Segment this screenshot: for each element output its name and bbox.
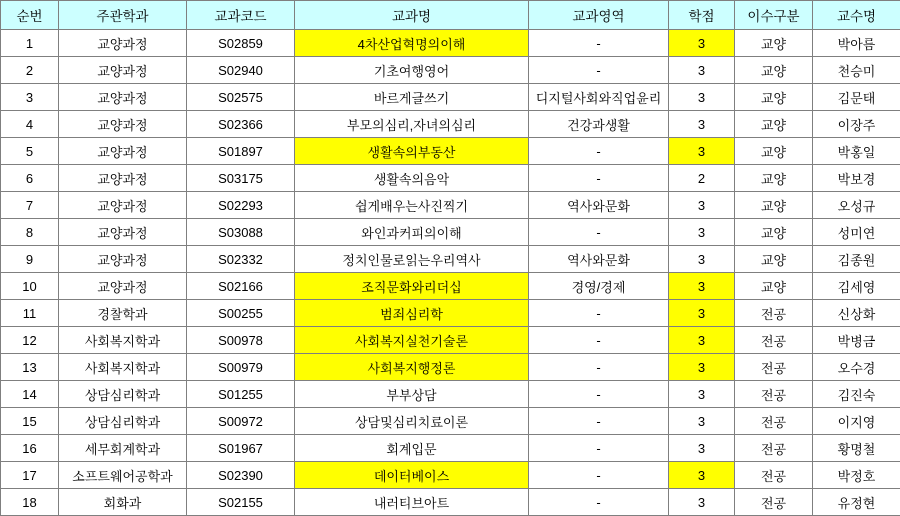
cell-credit: 2 (669, 165, 735, 192)
cell-dept: 회화과 (59, 489, 187, 516)
cell-prof: 김세영 (813, 273, 900, 300)
cell-prof: 이지영 (813, 408, 900, 435)
cell-no: 18 (1, 489, 59, 516)
cell-dept: 교양과정 (59, 30, 187, 57)
cell-dept: 교양과정 (59, 273, 187, 300)
table-row (1, 327, 900, 354)
cell-credit: 3 (669, 138, 735, 165)
cell-area: - (529, 165, 669, 192)
cell-no: 9 (1, 246, 59, 273)
cell-type: 교양 (735, 273, 813, 300)
cell-credit: 3 (669, 300, 735, 327)
cell-name: 조직문화와리더십 (295, 273, 529, 300)
table-row (1, 165, 900, 192)
cell-prof: 천승미 (813, 57, 900, 84)
cell-no: 13 (1, 354, 59, 381)
cell-type: 교양 (735, 165, 813, 192)
table-row (1, 84, 900, 111)
cell-type: 교양 (735, 84, 813, 111)
cell-area: - (529, 354, 669, 381)
cell-credit: 3 (669, 489, 735, 516)
cell-type: 전공 (735, 435, 813, 462)
cell-code: S02390 (187, 462, 295, 489)
cell-name: 쉽게배우는사진찍기 (295, 192, 529, 219)
cell-area: - (529, 300, 669, 327)
cell-type: 교양 (735, 192, 813, 219)
cell-area: 건강과생활 (529, 111, 669, 138)
cell-no: 6 (1, 165, 59, 192)
cell-code: S00255 (187, 300, 295, 327)
cell-area: 역사와문화 (529, 246, 669, 273)
cell-name: 사회복지행정론 (295, 354, 529, 381)
cell-dept: 상담심리학과 (59, 408, 187, 435)
cell-name: 사회복지실천기술론 (295, 327, 529, 354)
cell-code: S02575 (187, 84, 295, 111)
cell-no: 16 (1, 435, 59, 462)
cell-credit: 3 (669, 408, 735, 435)
cell-name: 바르게글쓰기 (295, 84, 529, 111)
cell-no: 10 (1, 273, 59, 300)
cell-type: 교양 (735, 111, 813, 138)
table-row (1, 381, 900, 408)
cell-prof: 이장주 (813, 111, 900, 138)
cell-name: 생활속의부동산 (295, 138, 529, 165)
cell-name: 부모의심리,자녀의심리 (295, 111, 529, 138)
cell-dept: 소프트웨어공학과 (59, 462, 187, 489)
cell-area: - (529, 381, 669, 408)
cell-no: 14 (1, 381, 59, 408)
table-row (1, 138, 900, 165)
table-row (1, 300, 900, 327)
table-body (1, 30, 900, 516)
cell-no: 15 (1, 408, 59, 435)
cell-name: 내러티브아트 (295, 489, 529, 516)
table-row (1, 273, 900, 300)
column-header-no: 순번 (1, 1, 59, 30)
table-row (1, 57, 900, 84)
cell-type: 전공 (735, 300, 813, 327)
cell-dept: 교양과정 (59, 57, 187, 84)
cell-type: 교양 (735, 30, 813, 57)
cell-code: S00972 (187, 408, 295, 435)
table-header-row (1, 1, 900, 30)
table-row (1, 408, 900, 435)
cell-type: 교양 (735, 246, 813, 273)
cell-name: 4차산업혁명의이해 (295, 30, 529, 57)
cell-prof: 황명철 (813, 435, 900, 462)
cell-dept: 사회복지학과 (59, 354, 187, 381)
column-header-dept: 주관학과 (59, 1, 187, 30)
cell-name: 데이터베이스 (295, 462, 529, 489)
cell-type: 전공 (735, 408, 813, 435)
cell-type: 교양 (735, 57, 813, 84)
cell-name: 기초여행영어 (295, 57, 529, 84)
cell-code: S00979 (187, 354, 295, 381)
cell-type: 교양 (735, 219, 813, 246)
cell-prof: 유정현 (813, 489, 900, 516)
cell-dept: 세무회계학과 (59, 435, 187, 462)
cell-credit: 3 (669, 273, 735, 300)
cell-no: 3 (1, 84, 59, 111)
column-header-credit: 학점 (669, 1, 735, 30)
cell-credit: 3 (669, 192, 735, 219)
cell-type: 전공 (735, 381, 813, 408)
cell-credit: 3 (669, 111, 735, 138)
cell-prof: 오성규 (813, 192, 900, 219)
cell-prof: 성미연 (813, 219, 900, 246)
cell-area: - (529, 30, 669, 57)
cell-area: - (529, 327, 669, 354)
cell-dept: 교양과정 (59, 138, 187, 165)
cell-area: - (529, 408, 669, 435)
cell-area: - (529, 489, 669, 516)
column-header-type: 이수구분 (735, 1, 813, 30)
column-header-prof: 교수명 (813, 1, 900, 30)
cell-area: - (529, 138, 669, 165)
cell-no: 5 (1, 138, 59, 165)
cell-credit: 3 (669, 84, 735, 111)
cell-credit: 3 (669, 246, 735, 273)
cell-dept: 교양과정 (59, 246, 187, 273)
cell-type: 전공 (735, 354, 813, 381)
cell-no: 2 (1, 57, 59, 84)
cell-type: 교양 (735, 138, 813, 165)
cell-dept: 사회복지학과 (59, 327, 187, 354)
cell-code: S03175 (187, 165, 295, 192)
cell-prof: 박병금 (813, 327, 900, 354)
cell-area: 경영/경제 (529, 273, 669, 300)
cell-credit: 3 (669, 30, 735, 57)
cell-dept: 교양과정 (59, 192, 187, 219)
table-row (1, 30, 900, 57)
cell-no: 7 (1, 192, 59, 219)
table-row (1, 435, 900, 462)
column-header-code: 교과코드 (187, 1, 295, 30)
cell-code: S02332 (187, 246, 295, 273)
cell-name: 생활속의음악 (295, 165, 529, 192)
cell-code: S02155 (187, 489, 295, 516)
cell-prof: 김문태 (813, 84, 900, 111)
cell-dept: 교양과정 (59, 219, 187, 246)
cell-prof: 김진숙 (813, 381, 900, 408)
cell-area: 역사와문화 (529, 192, 669, 219)
table-row (1, 192, 900, 219)
cell-no: 12 (1, 327, 59, 354)
cell-code: S02940 (187, 57, 295, 84)
cell-code: S01255 (187, 381, 295, 408)
cell-area: 디지털사회와직업윤리 (529, 84, 669, 111)
cell-type: 전공 (735, 327, 813, 354)
cell-area: - (529, 435, 669, 462)
cell-credit: 3 (669, 354, 735, 381)
cell-prof: 박홍일 (813, 138, 900, 165)
table-row (1, 354, 900, 381)
cell-dept: 상담심리학과 (59, 381, 187, 408)
cell-prof: 박정호 (813, 462, 900, 489)
cell-type: 전공 (735, 489, 813, 516)
cell-area: - (529, 219, 669, 246)
cell-dept: 교양과정 (59, 111, 187, 138)
table-row (1, 219, 900, 246)
table-row (1, 111, 900, 138)
cell-area: - (529, 57, 669, 84)
cell-area: - (529, 462, 669, 489)
table-row (1, 246, 900, 273)
table-row (1, 462, 900, 489)
cell-prof: 신상화 (813, 300, 900, 327)
cell-code: S02166 (187, 273, 295, 300)
cell-name: 정치인물로읽는우리역사 (295, 246, 529, 273)
cell-prof: 박보경 (813, 165, 900, 192)
cell-prof: 박아름 (813, 30, 900, 57)
cell-code: S03088 (187, 219, 295, 246)
cell-code: S02293 (187, 192, 295, 219)
cell-code: S01967 (187, 435, 295, 462)
cell-credit: 3 (669, 381, 735, 408)
cell-no: 8 (1, 219, 59, 246)
cell-prof: 김종원 (813, 246, 900, 273)
cell-code: S01897 (187, 138, 295, 165)
cell-name: 범죄심리학 (295, 300, 529, 327)
cell-name: 상담및심리치료이론 (295, 408, 529, 435)
cell-dept: 경찰학과 (59, 300, 187, 327)
cell-credit: 3 (669, 57, 735, 84)
table-row (1, 489, 900, 516)
cell-name: 부부상담 (295, 381, 529, 408)
cell-no: 17 (1, 462, 59, 489)
cell-credit: 3 (669, 435, 735, 462)
cell-prof: 오수경 (813, 354, 900, 381)
cell-dept: 교양과정 (59, 165, 187, 192)
cell-no: 11 (1, 300, 59, 327)
column-header-area: 교과영역 (529, 1, 669, 30)
cell-type: 전공 (735, 462, 813, 489)
cell-name: 회계입문 (295, 435, 529, 462)
column-header-name: 교과명 (295, 1, 529, 30)
cell-code: S00978 (187, 327, 295, 354)
cell-dept: 교양과정 (59, 84, 187, 111)
cell-credit: 3 (669, 462, 735, 489)
cell-code: S02859 (187, 30, 295, 57)
cell-name: 와인과커피의이해 (295, 219, 529, 246)
cell-credit: 3 (669, 327, 735, 354)
cell-credit: 3 (669, 219, 735, 246)
cell-no: 4 (1, 111, 59, 138)
cell-no: 1 (1, 30, 59, 57)
cell-code: S02366 (187, 111, 295, 138)
